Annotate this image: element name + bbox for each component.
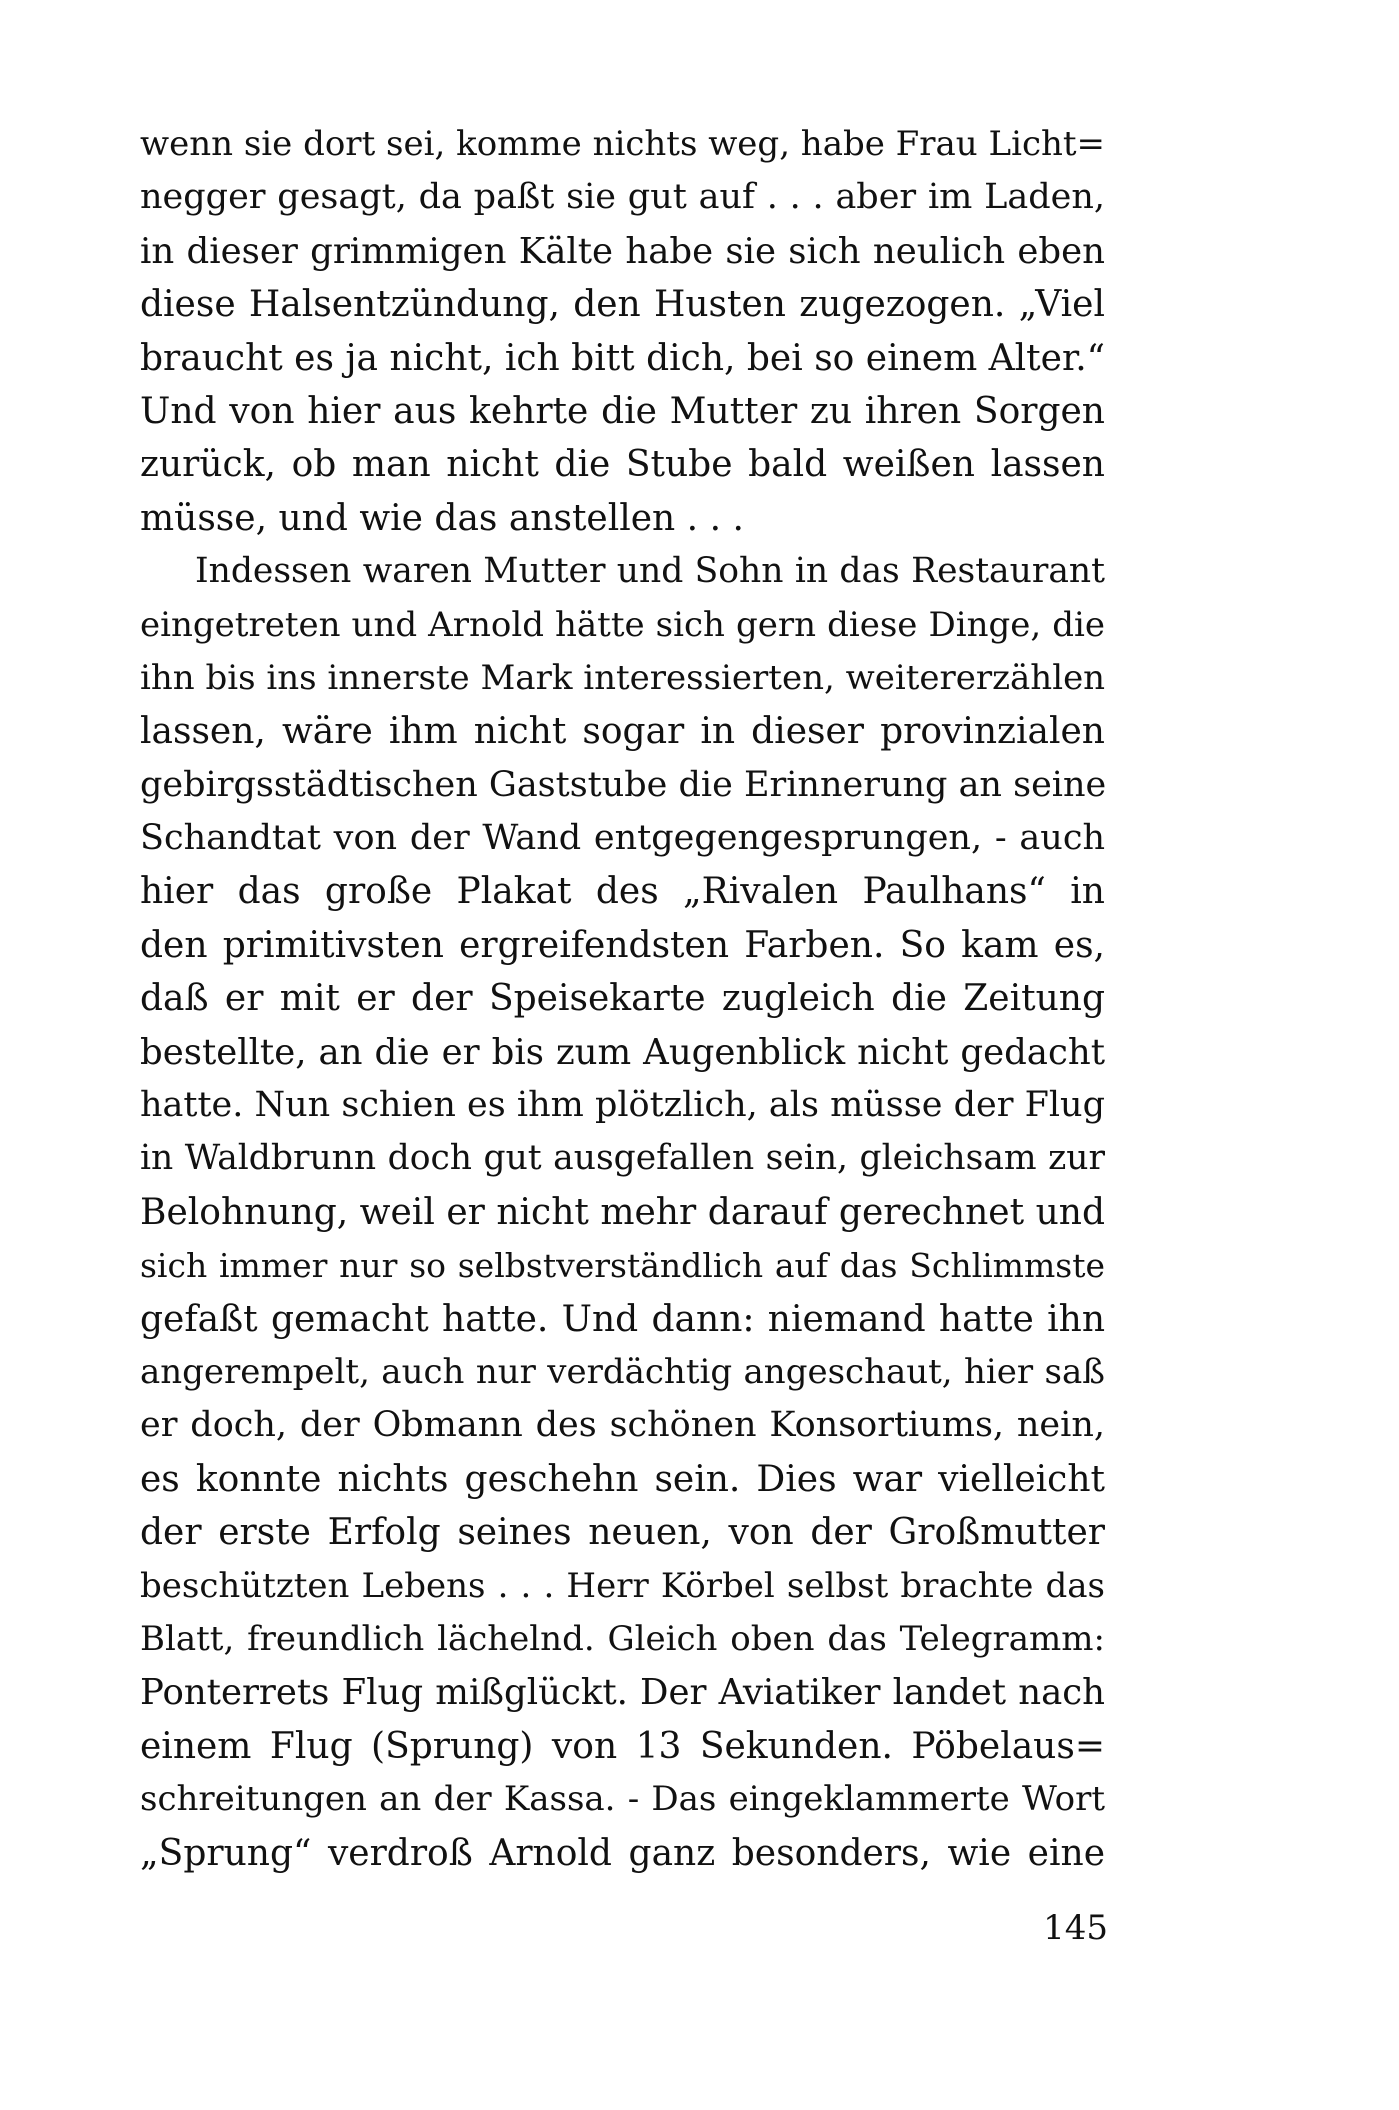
- text-line: hier das große Plakat des „Rivalen Paulhans“ in: [140, 871, 1105, 913]
- text-line: es konnte nichts geschehn sein. Dies war vielleicht: [140, 1458, 1105, 1500]
- text-line: hatte. Nun schien es ihm plötzlich, als müsse der Flug: [140, 1085, 1105, 1126]
- text-line: eingetreten und Arnold hätte sich gern diese Dinge, die: [140, 604, 1105, 645]
- text-line: Blatt, freundlich lächelnd. Gleich oben das Telegramm:: [140, 1618, 1105, 1659]
- text-line: den primitivsten ergreifendsten Farben. So kam es,: [140, 924, 1105, 966]
- text-line: braucht es ja nicht, ich bitt dich, bei so einem Alter.“: [140, 337, 1106, 379]
- text-line: Ponterrets Flug mißglückt. Der Aviatiker landet nach: [140, 1672, 1105, 1714]
- text-line: der erste Erfolg seines neuen, von der Großmutter: [140, 1512, 1105, 1554]
- text-line: Schandtat von der Wand entgegengesprungen, - auch: [140, 818, 1105, 859]
- text-line: müsse, und wie das anstellen . . .: [140, 497, 744, 539]
- text-line: bestellte, an die er bis zum Augenblick nicht gedacht: [140, 1031, 1105, 1073]
- text-line: in Waldbrunn doch gut ausgefallen sein, gleichsam zur: [140, 1138, 1105, 1179]
- page-number: 145: [1043, 1908, 1108, 1948]
- text-line: Und von hier aus kehrte die Mutter zu ihren Sorgen: [140, 390, 1105, 432]
- text-line: sich immer nur so selbstverständlich auf das Schlimmste: [140, 1246, 1105, 1286]
- text-line: beschützten Lebens . . . Herr Körbel selbst brachte das: [140, 1565, 1105, 1606]
- text-line: er doch, der Obmann des schönen Konsortiums, nein,: [140, 1405, 1105, 1446]
- text-line: schreitungen an der Kassa. - Das eingeklammerte Wort: [140, 1779, 1105, 1820]
- text-line: einem Flug (Sprung) von 13 Sekunden. Pöbelaus=: [140, 1725, 1105, 1767]
- text-line: lassen, wäre ihm nicht sogar in dieser provinzialen: [140, 711, 1105, 753]
- text-line: Indessen waren Mutter und Sohn in das Restaurant: [195, 551, 1105, 592]
- text-line: diese Halsentzündung, den Husten zugezogen. „Viel: [140, 284, 1105, 326]
- text-line: ihn bis ins innerste Mark interessierten, weitererzählen: [140, 657, 1106, 698]
- text-line: daß er mit er der Speisekarte zugleich die Zeitung: [140, 978, 1105, 1020]
- text-line: „Sprung“ verdroß Arnold ganz besonders, wie eine: [140, 1832, 1105, 1874]
- text-line: gefaßt gemacht hatte. Und dann: niemand hatte ihn: [140, 1298, 1105, 1340]
- text-line: wenn sie dort sei, komme nichts weg, habe Frau Licht=: [140, 124, 1106, 164]
- text-line: Belohnung, weil er nicht mehr darauf gerechnet und: [140, 1191, 1105, 1233]
- text-line: zurück, ob man nicht die Stube bald weißen lassen: [140, 444, 1105, 486]
- text-line: gebirgsstädtischen Gaststube die Erinnerung an seine: [140, 764, 1107, 805]
- text-line: in dieser grimmigen Kälte habe sie sich neulich eben: [140, 230, 1105, 272]
- body-text: [140, 118, 1105, 1880]
- text-line: negger gesagt, da paßt sie gut auf . . . aber im Laden,: [140, 177, 1105, 218]
- text-line: angerempelt, auch nur verdächtig angeschaut, hier saß: [140, 1351, 1105, 1392]
